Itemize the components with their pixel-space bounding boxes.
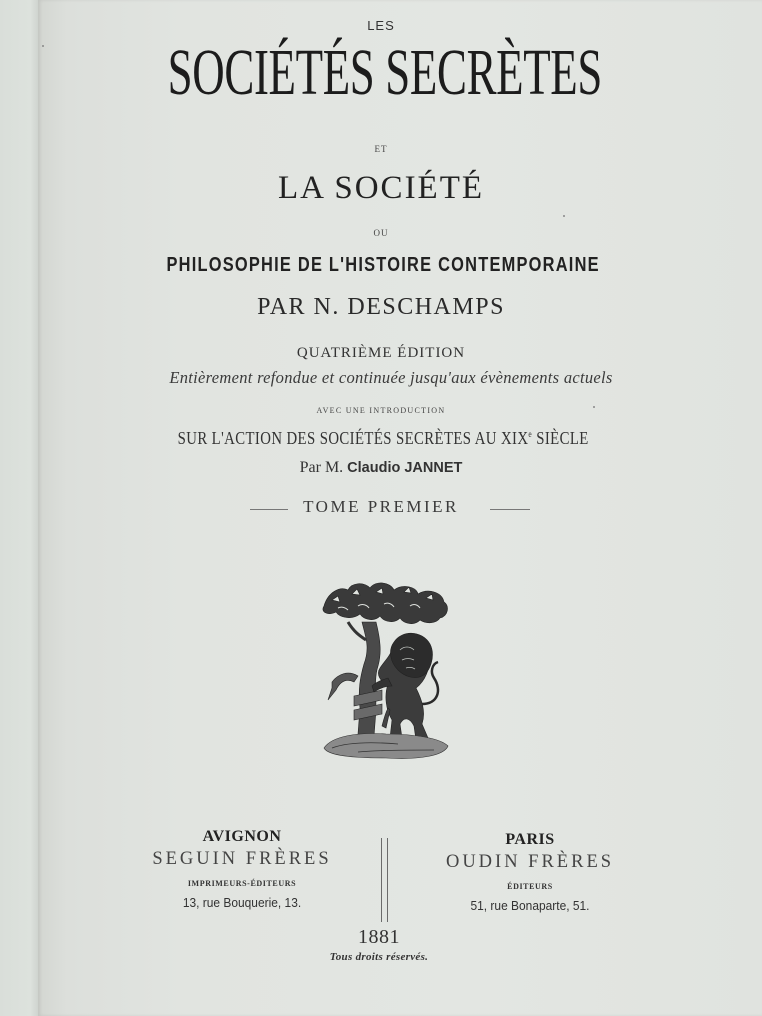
introduction-title-end: SIÈCLE [532, 428, 589, 448]
conjunction-et: ET [374, 144, 388, 154]
publisher-address: 13, rue Bouquerie, 13. [182, 895, 302, 910]
publisher-city: PARIS [505, 831, 555, 848]
double-rule-divider [381, 838, 388, 922]
introduction-prefix: AVEC UNE INTRODUCTION [316, 406, 446, 415]
edition-line: QUATRIÈME ÉDITION [296, 345, 466, 361]
volume-label: TOME PREMIER [303, 497, 459, 516]
introduction-title [71, 428, 696, 449]
publisher-city: AVIGNON [202, 828, 282, 845]
publication-year: 1881 [358, 926, 400, 948]
publisher-paris [410, 828, 650, 913]
title-article: LES [367, 18, 395, 33]
introduction-title-text: SUR L'ACTION DES SOCIÉTÉS SECRÈTES AU XIX [177, 428, 529, 448]
lion-and-tree-printer-mark-icon [318, 578, 454, 762]
main-title: SOCIÉTÉS SECRÈTES [167, 36, 603, 109]
publisher-role: IMPRIMEURS-ÉDITEURS [187, 879, 297, 888]
publisher-firm: SEGUIN FRÈRES [152, 849, 332, 869]
publisher-avignon [122, 828, 362, 910]
rights-notice: Tous droits réservés. [329, 951, 429, 963]
publisher-firm: OUDIN FRÈRES [445, 852, 615, 872]
author-line: PAR N. DESCHAMPS [257, 294, 505, 320]
subtitle: LA SOCIÉTÉ [277, 170, 485, 206]
introduction-author-prefix: Par M. [299, 459, 344, 476]
publisher-role: ÉDITEURS [507, 882, 553, 891]
introduction-author-name: Claudio JANNET [347, 460, 463, 476]
publisher-address: 51, rue Bonaparte, 51. [470, 898, 590, 913]
paper-speck [42, 45, 44, 47]
paper-speck [563, 215, 565, 217]
conjunction-ou: OU [373, 228, 389, 238]
volume-rule-right [490, 509, 530, 510]
superscript-e: e [528, 429, 533, 439]
edition-note: Entièrement refondue et continuée jusqu'aux évènements actuels [169, 368, 613, 387]
alternate-title: PHILOSOPHIE DE L'HISTOIRE CONTEMPORAINE [166, 254, 600, 276]
introduction-author [0, 459, 762, 477]
